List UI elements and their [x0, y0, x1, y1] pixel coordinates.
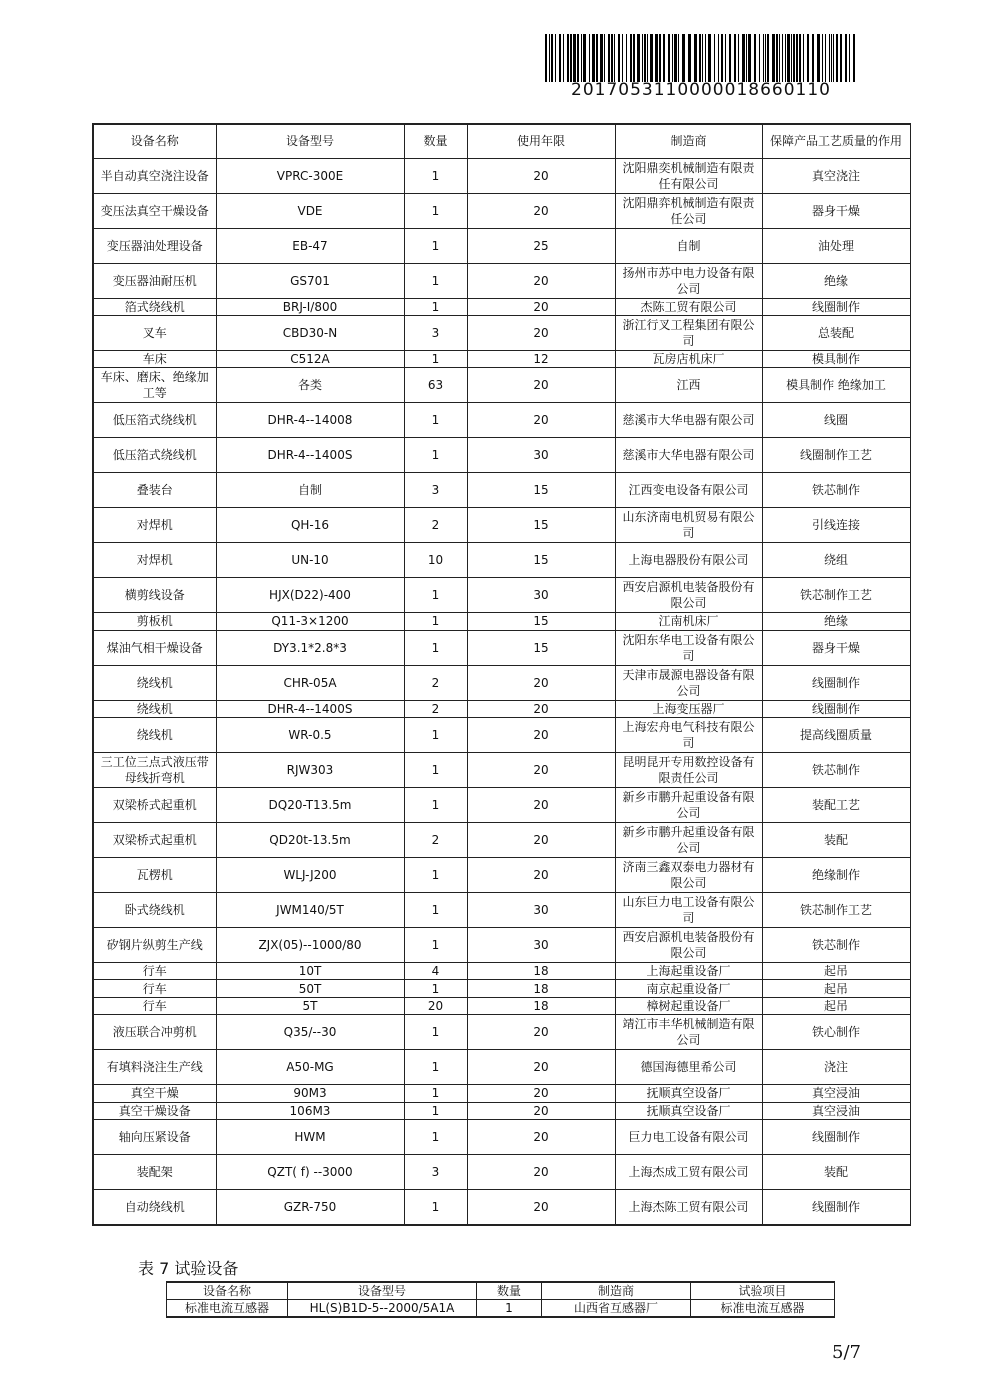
table-row [93, 1050, 910, 1085]
cell-quality-role: 绝缘制作 [762, 858, 910, 893]
cell-service-life: 20 [467, 193, 615, 228]
header-test-item: 试验项目 [691, 1282, 835, 1300]
cell-quantity: 1 [404, 228, 467, 263]
cell-service-life: 20 [467, 298, 615, 315]
cell-quality-role: 总装配 [762, 315, 910, 350]
table-row [93, 315, 910, 350]
table-row [93, 858, 910, 893]
table-row [93, 543, 910, 578]
cell-quality-role: 绕组 [762, 543, 910, 578]
cell-service-life: 20 [467, 1015, 615, 1050]
cell-quantity: 1 [404, 980, 467, 997]
cell-equipment-name: 矽钢片纵剪生产线 [93, 928, 216, 963]
cell-equipment-name: 行车 [93, 997, 216, 1014]
cell-service-life: 20 [467, 403, 615, 438]
cell-quantity: 1 [477, 1300, 542, 1318]
table-row [93, 823, 910, 858]
cell-quantity: 63 [404, 368, 467, 403]
cell-equipment-model: 90M3 [216, 1085, 404, 1102]
cell-equipment-name: 低压箔式绕线机 [93, 438, 216, 473]
cell-quantity: 20 [404, 997, 467, 1014]
cell-quantity: 1 [404, 1102, 467, 1119]
cell-equipment-name: 绕线机 [93, 665, 216, 700]
cell-quantity: 1 [404, 928, 467, 963]
barcode-number: 2017053110000018660110 [571, 80, 831, 100]
cell-quantity: 1 [404, 788, 467, 823]
cell-equipment-name: 剪板机 [93, 613, 216, 630]
cell-equipment-name: 变压器油处理设备 [93, 228, 216, 263]
cell-equipment-model: RJW303 [216, 753, 404, 788]
header-quantity: 数量 [404, 124, 467, 158]
header-equipment-name: 设备名称 [167, 1282, 288, 1300]
cell-equipment-model: 10T [216, 963, 404, 980]
cell-quality-role: 浇注 [762, 1050, 910, 1085]
table-row [93, 980, 910, 997]
cell-service-life: 15 [467, 543, 615, 578]
cell-quality-role: 装配工艺 [762, 788, 910, 823]
table-row [93, 718, 910, 753]
equipment-table [92, 123, 911, 1226]
cell-service-life: 20 [467, 1050, 615, 1085]
cell-equipment-model: WLJ-J200 [216, 858, 404, 893]
header-service-life: 使用年限 [467, 124, 615, 158]
cell-manufacturer: 上海杰成工贸有限公司 [615, 1155, 762, 1190]
cell-quantity: 2 [404, 665, 467, 700]
cell-service-life: 20 [467, 158, 615, 193]
cell-manufacturer: 山东巨力电工设备有限公司 [615, 893, 762, 928]
cell-manufacturer: 新乡市鹏升起重设备有限公司 [615, 823, 762, 858]
cell-service-life: 30 [467, 578, 615, 613]
cell-service-life: 25 [467, 228, 615, 263]
table-row [93, 630, 910, 665]
cell-service-life: 20 [467, 788, 615, 823]
cell-quality-role: 引线连接 [762, 508, 910, 543]
cell-manufacturer: 江西 [615, 368, 762, 403]
cell-service-life: 30 [467, 928, 615, 963]
cell-quality-role: 线圈制作工艺 [762, 438, 910, 473]
cell-quality-role: 铁芯制作 [762, 473, 910, 508]
cell-manufacturer: 山西省互感器厂 [542, 1300, 691, 1318]
cell-manufacturer: 杰陈工贸有限公司 [615, 298, 762, 315]
table-row [93, 403, 910, 438]
table-row [93, 700, 910, 717]
cell-manufacturer: 浙江行叉工程集团有限公司 [615, 315, 762, 350]
table-row [93, 1190, 910, 1225]
cell-equipment-model: A50-MG [216, 1050, 404, 1085]
cell-service-life: 18 [467, 997, 615, 1014]
cell-equipment-name: 三工位三点式液压带母线折弯机 [93, 753, 216, 788]
cell-manufacturer: 沈阳鼎奕机械制造有限责任有限公司 [615, 158, 762, 193]
cell-manufacturer: 济南三鑫双泰电力器材有限公司 [615, 858, 762, 893]
cell-manufacturer: 沈阳鼎弈机械制造有限责任公司 [615, 193, 762, 228]
cell-equipment-name: 真空干燥 [93, 1085, 216, 1102]
table-row [93, 1155, 910, 1190]
cell-service-life: 30 [467, 893, 615, 928]
cell-equipment-model: GZR-750 [216, 1190, 404, 1225]
cell-quality-role: 铁芯制作 [762, 753, 910, 788]
cell-service-life: 15 [467, 508, 615, 543]
cell-quality-role: 线圈制作 [762, 700, 910, 717]
table-row [93, 298, 910, 315]
cell-service-life: 20 [467, 1155, 615, 1190]
table-row [93, 1102, 910, 1119]
cell-quantity: 1 [404, 403, 467, 438]
cell-test-item: 标准电流互感器 [691, 1300, 835, 1318]
cell-quality-role: 器身干燥 [762, 630, 910, 665]
cell-equipment-name: 装配架 [93, 1155, 216, 1190]
cell-equipment-name: 车床、磨床、绝缘加工等 [93, 368, 216, 403]
cell-service-life: 20 [467, 1190, 615, 1225]
cell-quantity: 1 [404, 1120, 467, 1155]
cell-quantity: 1 [404, 718, 467, 753]
cell-quality-role: 铁芯制作 [762, 928, 910, 963]
cell-equipment-model: 5T [216, 997, 404, 1014]
table-row [93, 263, 910, 298]
cell-quantity: 3 [404, 473, 467, 508]
table-row [93, 928, 910, 963]
cell-quantity: 1 [404, 298, 467, 315]
cell-quantity: 1 [404, 1015, 467, 1050]
cell-quality-role: 起吊 [762, 980, 910, 997]
cell-equipment-name: 箔式绕线机 [93, 298, 216, 315]
cell-equipment-model: 106M3 [216, 1102, 404, 1119]
cell-service-life: 20 [467, 858, 615, 893]
header-equipment-model: 设备型号 [216, 124, 404, 158]
cell-manufacturer: 新乡市鹏升起重设备有限公司 [615, 788, 762, 823]
cell-service-life: 30 [467, 438, 615, 473]
cell-equipment-name: 行车 [93, 980, 216, 997]
cell-manufacturer: 西安启源机电装备股份有限公司 [615, 928, 762, 963]
table-row [93, 508, 910, 543]
cell-manufacturer: 山东济南电机贸易有限公司 [615, 508, 762, 543]
cell-equipment-model: CBD30-N [216, 315, 404, 350]
cell-quantity: 1 [404, 753, 467, 788]
cell-equipment-name: 变压器油耐压机 [93, 263, 216, 298]
cell-quality-role: 提高线圈质量 [762, 718, 910, 753]
cell-quality-role: 线圈 [762, 403, 910, 438]
cell-equipment-name: 卧式绕线机 [93, 893, 216, 928]
table-row [93, 158, 910, 193]
cell-equipment-name: 真空干燥设备 [93, 1102, 216, 1119]
cell-service-life: 20 [467, 753, 615, 788]
cell-equipment-name: 叠装台 [93, 473, 216, 508]
cell-manufacturer: 上海宏舟电气科技有限公司 [615, 718, 762, 753]
cell-quantity: 2 [404, 508, 467, 543]
cell-service-life: 18 [467, 963, 615, 980]
cell-manufacturer: 沈阳东华电工设备有限公司 [615, 630, 762, 665]
cell-manufacturer: 慈溪市大华电器有限公司 [615, 438, 762, 473]
cell-quality-role: 铁芯制作工艺 [762, 578, 910, 613]
cell-equipment-name: 绕线机 [93, 700, 216, 717]
table-row [93, 893, 910, 928]
cell-equipment-name: 车床 [93, 350, 216, 367]
test-equipment-table [166, 1281, 835, 1318]
cell-equipment-name: 叉车 [93, 315, 216, 350]
header-manufacturer: 制造商 [542, 1282, 691, 1300]
page-number: 5/7 [832, 1342, 861, 1363]
cell-equipment-name: 瓦楞机 [93, 858, 216, 893]
cell-service-life: 15 [467, 630, 615, 665]
table-row [93, 350, 910, 367]
header-manufacturer: 制造商 [615, 124, 762, 158]
cell-equipment-model: 自制 [216, 473, 404, 508]
cell-manufacturer: 上海起重设备厂 [615, 963, 762, 980]
table-row [93, 997, 910, 1014]
cell-manufacturer: 上海变压器厂 [615, 700, 762, 717]
cell-quality-role: 油处理 [762, 228, 910, 263]
cell-equipment-model: 50T [216, 980, 404, 997]
cell-equipment-name: 半自动真空浇注设备 [93, 158, 216, 193]
cell-service-life: 20 [467, 1102, 615, 1119]
cell-service-life: 20 [467, 1085, 615, 1102]
cell-equipment-model: C512A [216, 350, 404, 367]
cell-equipment-model: 各类 [216, 368, 404, 403]
cell-manufacturer: 上海杰陈工贸有限公司 [615, 1190, 762, 1225]
cell-quality-role: 装配 [762, 1155, 910, 1190]
table7-title: 表 7 试验设备 [138, 1259, 239, 1278]
cell-equipment-model: Q11-3×1200 [216, 613, 404, 630]
cell-equipment-model: GS701 [216, 263, 404, 298]
cell-equipment-model: HL(S)B1D-5--2000/5A1A [288, 1300, 477, 1318]
table-row [93, 1085, 910, 1102]
cell-equipment-name: 行车 [93, 963, 216, 980]
header-quality-role: 保障产品工艺质量的作用 [762, 124, 910, 158]
cell-quantity: 1 [404, 263, 467, 298]
table-row [93, 438, 910, 473]
cell-equipment-name: 变压法真空干燥设备 [93, 193, 216, 228]
table-row [93, 368, 910, 403]
cell-quality-role: 绝缘 [762, 613, 910, 630]
cell-quantity: 1 [404, 630, 467, 665]
cell-quantity: 1 [404, 158, 467, 193]
cell-service-life: 20 [467, 1120, 615, 1155]
cell-quality-role: 铁心制作 [762, 1015, 910, 1050]
table-row [93, 1120, 910, 1155]
cell-equipment-name: 对焊机 [93, 543, 216, 578]
cell-manufacturer: 德国海德里希公司 [615, 1050, 762, 1085]
cell-quantity: 1 [404, 893, 467, 928]
cell-quality-role: 真空浇注 [762, 158, 910, 193]
table-row [93, 788, 910, 823]
cell-manufacturer: 天津市晟源电器设备有限公司 [615, 665, 762, 700]
header-equipment-name: 设备名称 [93, 124, 216, 158]
cell-equipment-model: HWM [216, 1120, 404, 1155]
cell-quality-role: 真空浸油 [762, 1085, 910, 1102]
table-row [93, 1015, 910, 1050]
cell-equipment-model: QZT( f) --3000 [216, 1155, 404, 1190]
cell-equipment-model: WR-0.5 [216, 718, 404, 753]
cell-quantity: 10 [404, 543, 467, 578]
cell-quantity: 1 [404, 350, 467, 367]
cell-equipment-model: UN-10 [216, 543, 404, 578]
cell-equipment-model: DQ20-T13.5m [216, 788, 404, 823]
cell-service-life: 20 [467, 665, 615, 700]
cell-equipment-name: 对焊机 [93, 508, 216, 543]
cell-quantity: 1 [404, 578, 467, 613]
cell-equipment-model: HJX(D22)-400 [216, 578, 404, 613]
cell-equipment-model: BRJ-I/800 [216, 298, 404, 315]
cell-equipment-name: 双梁桥式起重机 [93, 823, 216, 858]
cell-equipment-model: DY3.1*2.8*3 [216, 630, 404, 665]
cell-manufacturer: 昆明昆开专用数控设备有限责任公司 [615, 753, 762, 788]
header-equipment-model: 设备型号 [288, 1282, 477, 1300]
table-row [93, 753, 910, 788]
cell-quantity: 1 [404, 858, 467, 893]
cell-equipment-model: JWM140/5T [216, 893, 404, 928]
cell-service-life: 20 [467, 823, 615, 858]
cell-quality-role: 模具制作 [762, 350, 910, 367]
table-row [93, 473, 910, 508]
cell-quality-role: 装配 [762, 823, 910, 858]
cell-equipment-name: 标准电流互感器 [167, 1300, 288, 1318]
cell-manufacturer: 抚顺真空设备厂 [615, 1102, 762, 1119]
cell-quantity: 1 [404, 438, 467, 473]
cell-quality-role: 线圈制作 [762, 665, 910, 700]
cell-manufacturer: 瓦房店机床厂 [615, 350, 762, 367]
cell-equipment-model: QD20t-13.5m [216, 823, 404, 858]
table-row [93, 963, 910, 980]
cell-quantity: 3 [404, 315, 467, 350]
table-row [167, 1300, 835, 1318]
cell-equipment-model: CHR-05A [216, 665, 404, 700]
table-row [93, 578, 910, 613]
header-quantity: 数量 [477, 1282, 542, 1300]
cell-equipment-name: 双梁桥式起重机 [93, 788, 216, 823]
cell-equipment-model: VPRC-300E [216, 158, 404, 193]
cell-equipment-model: DHR-4--1400S [216, 700, 404, 717]
cell-equipment-model: DHR-4--14008 [216, 403, 404, 438]
barcode [545, 34, 857, 82]
cell-quality-role: 线圈制作 [762, 1120, 910, 1155]
cell-quality-role: 器身干燥 [762, 193, 910, 228]
cell-manufacturer: 江南机床厂 [615, 613, 762, 630]
cell-manufacturer: 南京起重设备厂 [615, 980, 762, 997]
cell-manufacturer: 自制 [615, 228, 762, 263]
cell-equipment-name: 横剪线设备 [93, 578, 216, 613]
cell-quality-role: 起吊 [762, 997, 910, 1014]
cell-quantity: 1 [404, 1190, 467, 1225]
cell-equipment-name: 绕线机 [93, 718, 216, 753]
cell-quantity: 3 [404, 1155, 467, 1190]
cell-manufacturer: 慈溪市大华电器有限公司 [615, 403, 762, 438]
cell-equipment-model: EB-47 [216, 228, 404, 263]
cell-service-life: 20 [467, 263, 615, 298]
cell-manufacturer: 江西变电设备有限公司 [615, 473, 762, 508]
cell-equipment-model: Q35/--30 [216, 1015, 404, 1050]
cell-manufacturer: 靖江市丰华机械制造有限公司 [615, 1015, 762, 1050]
cell-equipment-name: 有填料浇注生产线 [93, 1050, 216, 1085]
cell-manufacturer: 樟树起重设备厂 [615, 997, 762, 1014]
cell-quality-role: 绝缘 [762, 263, 910, 298]
cell-quality-role: 线圈制作 [762, 1190, 910, 1225]
cell-quality-role: 真空浸油 [762, 1102, 910, 1119]
cell-quantity: 2 [404, 823, 467, 858]
cell-manufacturer: 西安启源机电装备股份有限公司 [615, 578, 762, 613]
cell-equipment-name: 自动绕线机 [93, 1190, 216, 1225]
cell-equipment-model: DHR-4--1400S [216, 438, 404, 473]
cell-quality-role: 铁芯制作工艺 [762, 893, 910, 928]
cell-quality-role: 起吊 [762, 963, 910, 980]
cell-equipment-model: VDE [216, 193, 404, 228]
cell-quantity: 1 [404, 1085, 467, 1102]
cell-service-life: 20 [467, 368, 615, 403]
cell-quantity: 4 [404, 963, 467, 980]
table-row [93, 613, 910, 630]
table-header-row [93, 124, 910, 158]
cell-service-life: 15 [467, 473, 615, 508]
cell-service-life: 12 [467, 350, 615, 367]
cell-service-life: 20 [467, 315, 615, 350]
cell-quantity: 1 [404, 613, 467, 630]
table-row [93, 665, 910, 700]
cell-quality-role: 模具制作 绝缘加工 [762, 368, 910, 403]
cell-quality-role: 线圈制作 [762, 298, 910, 315]
cell-equipment-model: QH-16 [216, 508, 404, 543]
cell-service-life: 15 [467, 613, 615, 630]
cell-quantity: 2 [404, 700, 467, 717]
cell-equipment-name: 煤油气相干燥设备 [93, 630, 216, 665]
cell-equipment-model: ZJX(05)--1000/80 [216, 928, 404, 963]
cell-manufacturer: 扬州市苏中电力设备有限公司 [615, 263, 762, 298]
table-row [93, 193, 910, 228]
cell-manufacturer: 上海电器股份有限公司 [615, 543, 762, 578]
cell-quantity: 1 [404, 1050, 467, 1085]
cell-equipment-name: 低压箔式绕线机 [93, 403, 216, 438]
cell-quantity: 1 [404, 193, 467, 228]
cell-service-life: 20 [467, 718, 615, 753]
table-row [93, 228, 910, 263]
cell-equipment-name: 液压联合冲剪机 [93, 1015, 216, 1050]
cell-manufacturer: 巨力电工设备有限公司 [615, 1120, 762, 1155]
cell-service-life: 18 [467, 980, 615, 997]
cell-manufacturer: 抚顺真空设备厂 [615, 1085, 762, 1102]
table-header-row [167, 1282, 835, 1300]
cell-equipment-name: 轴向压紧设备 [93, 1120, 216, 1155]
cell-service-life: 20 [467, 700, 615, 717]
